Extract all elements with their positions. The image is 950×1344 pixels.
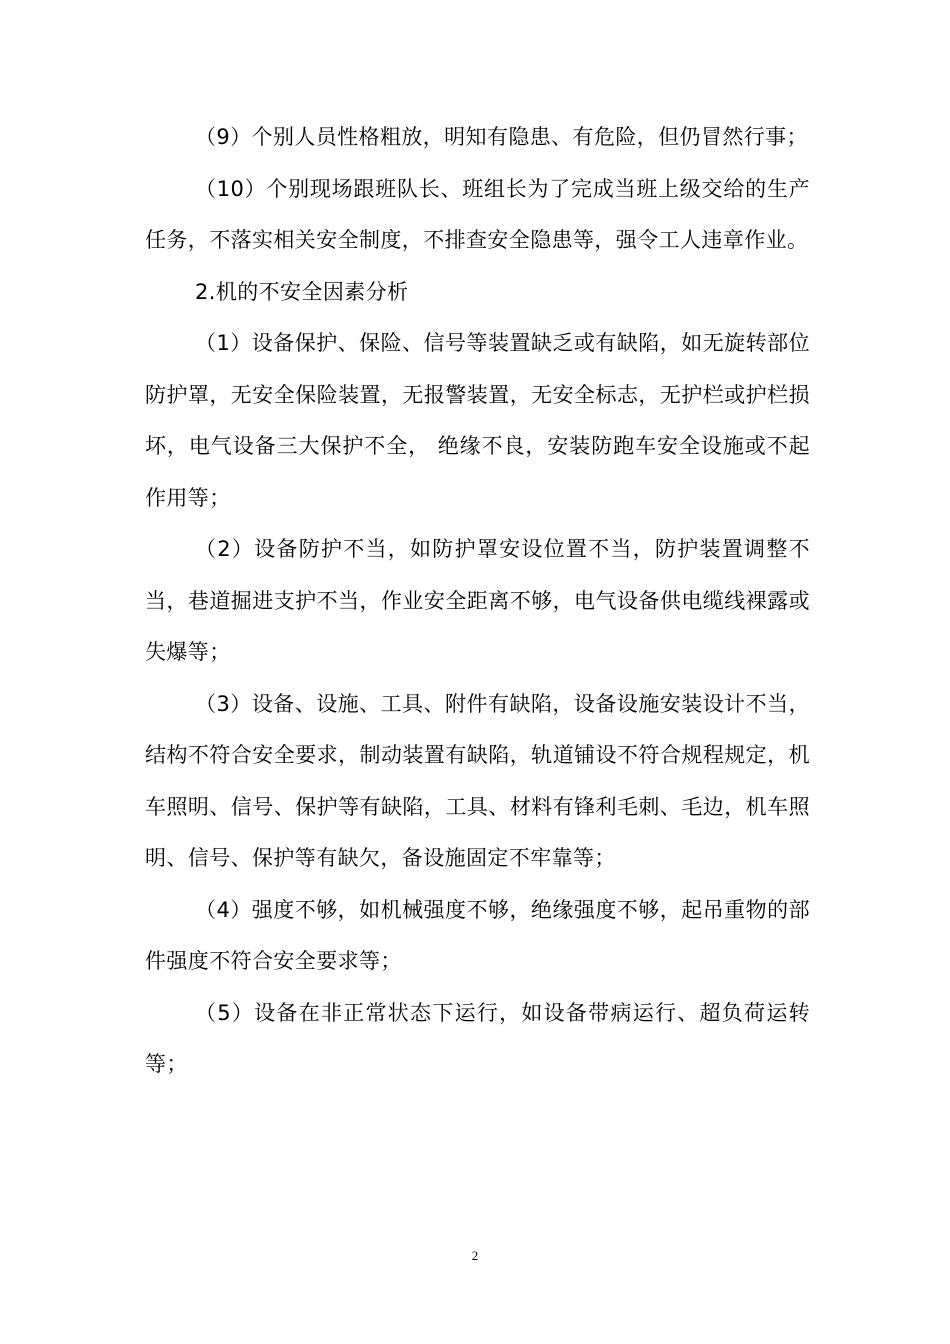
- paragraph-item-3: （3）设备、设施、工具、附件有缺陷，设备设施安装设计不当，结构不符合安全要求，制动装置有缺陷，轨道铺设不符合规程规定，机车照明、信号、保护等有缺陷，工具、材料有锋利毛刺、毛边，机车照明、信号、保护等有缺欠，备设施固定不牢靠等；: [145, 691, 810, 870]
- page-number: 2: [471, 1248, 479, 1263]
- section-heading-machine-factors: 2.机的不安全因素分析: [195, 279, 409, 304]
- paragraph-item-1: （1）设备保护、保险、信号等装置缺乏或有缺陷，如无旋转部位防护罩，无安全保险装置，无报警装置，无安全标志，无护栏或护栏损坏，电气设备三大保护不全， 绝缘不良，安装防跑车安全设施或不起作用等；: [145, 331, 810, 510]
- paragraph-item-5: （5）设备在非正常状态下运行，如设备带病运行、超负荷运转等；: [145, 1000, 810, 1076]
- paragraph-item-10: （10）个别现场跟班队长、班组长为了完成当班上级交给的生产任务，不落实相关安全制度，不排查安全隐患等，强令工人违章作业。: [145, 176, 810, 252]
- document-body: [145, 112, 810, 1091]
- paragraph-item-4: （4）强度不够，如机械强度不够，绝缘强度不够，起吊重物的部件强度不符合安全要求等；: [145, 897, 810, 973]
- paragraph-item-9: （9）个别人员性格粗放，明知有隐患、有危险，但仍冒然行事；: [195, 125, 808, 149]
- paragraph-item-2: （2）设备防护不当，如防护罩安设位置不当，防护装置调整不当，巷道掘进支护不当，作业安全距离不够，电气设备供电缆线裸露或失爆等；: [145, 537, 810, 664]
